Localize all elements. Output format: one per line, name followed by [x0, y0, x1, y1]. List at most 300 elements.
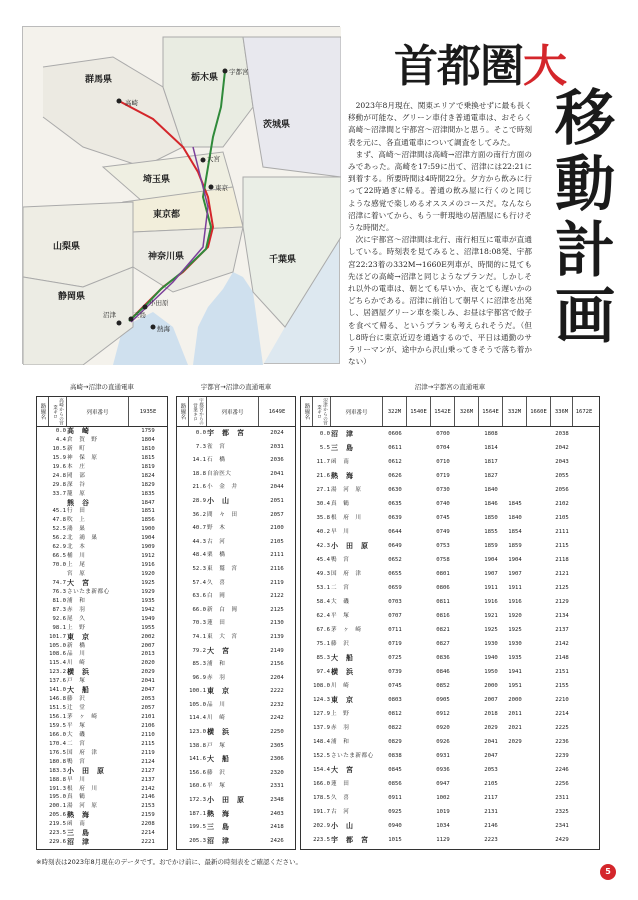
station-cell: 鴻 巣	[67, 526, 86, 533]
line-cell	[37, 445, 49, 454]
km-cell: 223.5	[49, 830, 66, 837]
station-cell: 野 木	[207, 525, 226, 532]
time-cell	[407, 511, 431, 525]
table-row	[37, 445, 167, 454]
line-cell	[37, 749, 49, 758]
station-cell: 早 川	[331, 529, 350, 535]
line-cell	[37, 481, 49, 490]
time-cell	[527, 609, 551, 623]
km-cell: 96.9	[192, 674, 206, 681]
time-cell	[407, 497, 431, 511]
station-cell: 宇 都 宮	[331, 836, 369, 844]
time-cell	[503, 791, 527, 805]
line-cell	[177, 563, 189, 577]
line-cell	[37, 811, 49, 820]
time-cell: 1925	[141, 579, 155, 586]
line-cell	[37, 731, 49, 740]
station-cell: 新 町	[67, 445, 86, 452]
time-cell: 2305	[270, 742, 284, 749]
km-cell: 105.0	[49, 642, 66, 649]
time-cell	[407, 833, 431, 847]
time-cell: 2029	[141, 669, 155, 676]
line-cell	[37, 704, 49, 713]
line-cell	[301, 735, 313, 749]
table-row	[301, 791, 599, 805]
time-cell: 2306	[270, 756, 284, 763]
time-cell: 0758	[436, 557, 450, 563]
time-cell: 0912	[436, 711, 450, 717]
table-row	[37, 490, 167, 499]
header-line: 路線名	[177, 397, 189, 426]
station-cell: 小 田 原	[207, 796, 245, 805]
station-cell: 小 山	[331, 822, 354, 830]
km-cell: 137.9	[313, 725, 330, 731]
time-cell: 1920	[508, 613, 522, 619]
table-row	[37, 838, 167, 847]
table-row	[37, 677, 167, 686]
route-map	[22, 26, 340, 364]
line-cell	[301, 763, 313, 777]
time-cell	[527, 707, 551, 721]
line-cell	[177, 672, 189, 686]
time-cell: 2100	[270, 525, 284, 532]
time-cell: 0846	[436, 669, 450, 675]
time-cell	[503, 427, 527, 441]
km-cell: 0.0	[55, 428, 66, 434]
time-cell	[407, 609, 431, 623]
time-cell: 2043	[555, 459, 569, 465]
station-cell: 石 橋	[207, 457, 226, 464]
km-cell: 180.8	[49, 758, 66, 765]
table2-title: 宇都宮→沼津の直通電車	[200, 383, 272, 391]
time-cell: 0827	[436, 641, 450, 647]
table-row	[37, 463, 167, 472]
table-row	[301, 777, 599, 791]
header-train-no: 1660E	[527, 397, 551, 426]
km-cell: 170.4	[49, 740, 66, 747]
station-cell: 宇 都 宮	[207, 429, 245, 437]
time-cell: 2418	[270, 824, 284, 831]
station-cell: 横 浜	[331, 668, 354, 676]
line-cell	[301, 525, 313, 539]
header-train-no: 332M	[503, 397, 527, 426]
time-cell: 2115	[141, 740, 155, 747]
line-cell	[37, 793, 49, 802]
time-cell: 2221	[141, 839, 155, 846]
table-row	[37, 588, 167, 597]
station-cell: 倉 賀 野	[67, 436, 98, 443]
time-cell: 2047	[484, 753, 498, 759]
line-cell	[177, 740, 189, 754]
time-cell	[407, 441, 431, 455]
time-cell: 2105	[484, 781, 498, 787]
line-cell	[37, 472, 49, 481]
time-cell	[527, 469, 551, 483]
km-cell: 15.9	[52, 454, 66, 461]
station-cell: 吹 上	[67, 517, 86, 524]
station-cell: 国 府 津	[331, 571, 362, 577]
time-cell: 1920	[141, 571, 155, 577]
km-cell: 160.6	[189, 783, 206, 790]
line-cell	[177, 835, 189, 849]
km-cell: 0.0	[319, 431, 330, 437]
time-cell: 1916	[484, 599, 498, 605]
time-cell: 2134	[555, 613, 569, 619]
title-char: 移	[555, 84, 615, 154]
km-cell: 178.5	[313, 795, 330, 801]
station-cell: 熱 海	[207, 809, 230, 818]
km-cell: 45.1	[52, 508, 66, 515]
time-cell: 1859	[484, 543, 498, 549]
map-label-saitama: 埼玉県	[143, 175, 171, 185]
line-cell	[37, 686, 49, 695]
station-cell: 赤 羽	[331, 725, 350, 731]
time-cell: 2311	[555, 795, 569, 801]
time-cell: 0606	[388, 431, 402, 437]
time-cell: 2013	[141, 651, 155, 658]
station-cell: 平 塚	[207, 783, 226, 790]
line-cell	[177, 753, 189, 767]
time-cell: 0630	[388, 487, 402, 493]
table-row	[177, 577, 295, 591]
line-cell	[177, 794, 189, 808]
time-cell: 1935	[141, 597, 155, 604]
table-row	[301, 819, 599, 833]
time-cell: 2121	[555, 571, 569, 577]
km-cell: 21.6	[316, 473, 330, 479]
map-label-shizuoka: 静岡県	[58, 292, 86, 302]
table-row	[37, 516, 167, 525]
line-cell	[37, 722, 49, 731]
station-cell: 北 本	[67, 544, 86, 551]
time-cell	[407, 539, 431, 553]
time-cell: 1854	[508, 529, 522, 535]
km-cell: 62.4	[316, 613, 330, 619]
station-cell: 蓮 田	[207, 620, 226, 627]
table-row	[37, 695, 167, 704]
line-cell	[177, 685, 189, 699]
table-row	[37, 436, 167, 445]
station-cell: 間 々 田	[207, 511, 238, 518]
time-cell: 1916	[508, 599, 522, 605]
table-row	[37, 793, 167, 802]
time-cell: 2159	[141, 812, 155, 819]
time-cell	[503, 763, 527, 777]
time-cell: 2225	[555, 725, 569, 731]
line-cell	[301, 539, 313, 553]
station-cell: 熱 海	[331, 472, 354, 480]
time-cell: 2403	[270, 810, 284, 817]
km-cell: 108.0	[313, 683, 330, 689]
line-cell	[37, 606, 49, 615]
time-cell: 2242	[270, 715, 284, 722]
time-cell: 1845	[508, 501, 522, 507]
time-cell: 2007	[484, 697, 498, 703]
time-cell: 2127	[141, 767, 155, 774]
station-cell: 二 宮	[331, 585, 350, 591]
time-cell: 2222	[270, 688, 284, 695]
time-cell: 0829	[388, 739, 402, 745]
station-cell: 品 川	[207, 701, 226, 708]
km-cell: 74.7	[52, 579, 66, 586]
table-row	[301, 427, 599, 441]
km-cell: 45.4	[316, 557, 330, 563]
km-cell: 30.4	[316, 501, 330, 507]
line-cell	[37, 427, 49, 436]
map-label-gunma: 群馬県	[85, 75, 113, 85]
km-cell: 127.9	[313, 711, 330, 717]
time-cell: 0739	[388, 669, 402, 675]
table-row	[301, 553, 599, 567]
table-row	[301, 749, 599, 763]
table-row	[177, 808, 295, 822]
time-cell: 0700	[436, 431, 450, 437]
time-cell: 1955	[141, 624, 155, 631]
time-cell: 0749	[436, 529, 450, 535]
time-cell: 1804	[141, 436, 155, 443]
time-cell: 0936	[436, 767, 450, 773]
km-cell: 92.6	[52, 615, 66, 622]
time-cell: 2056	[555, 487, 569, 493]
time-cell	[455, 679, 479, 693]
time-cell	[455, 581, 479, 595]
station-cell: 岡 部	[67, 472, 86, 479]
time-cell: 2130	[270, 620, 284, 627]
time-cell	[407, 553, 431, 567]
km-cell: 40.2	[316, 529, 330, 535]
line-cell	[37, 659, 49, 668]
line-cell	[177, 481, 189, 495]
page-number: 5	[600, 864, 616, 880]
time-cell: 1911	[484, 585, 498, 591]
time-cell	[407, 665, 431, 679]
time-cell	[407, 721, 431, 735]
line-cell	[37, 740, 49, 749]
time-cell: 2011	[508, 711, 522, 717]
table-row	[37, 427, 167, 436]
table-row	[37, 811, 167, 820]
timetable-utsunomiya-numazu	[176, 396, 296, 850]
time-cell	[455, 665, 479, 679]
station-cell: 湯 河 原	[331, 487, 362, 493]
km-cell: 44.3	[192, 538, 206, 545]
time-cell: 0925	[388, 809, 402, 815]
km-cell: 166.0	[313, 781, 330, 787]
time-cell	[407, 791, 431, 805]
station-cell: 大 船	[331, 654, 354, 662]
time-cell	[455, 511, 479, 525]
table-row	[37, 552, 167, 561]
title-main: 首都圏	[394, 41, 523, 92]
time-cell: 1904	[484, 557, 498, 563]
time-cell: 0652	[388, 557, 402, 563]
station-cell: 久 喜	[207, 579, 226, 586]
line-cell	[301, 791, 313, 805]
time-cell: 2146	[141, 794, 155, 801]
station-cell: 東 京	[67, 632, 90, 641]
time-cell: 2106	[141, 722, 155, 729]
line-cell	[37, 829, 49, 838]
time-cell: 2116	[270, 565, 284, 572]
km-cell: 141.0	[49, 687, 66, 694]
time-cell: 1900	[141, 526, 155, 533]
page-title	[340, 30, 620, 92]
km-cell: 137.6	[49, 678, 66, 685]
km-cell: 10.5	[52, 445, 66, 452]
station-cell: 沼 津	[67, 838, 90, 847]
map-label-kanagawa: 神奈川県	[148, 252, 185, 262]
map-label-tokyo: 東京都	[153, 210, 181, 220]
time-cell: 0801	[436, 571, 450, 577]
table-row	[37, 713, 167, 722]
time-cell	[455, 567, 479, 581]
km-cell: 57.4	[192, 579, 206, 586]
time-cell: 0611	[388, 445, 402, 451]
km-cell: 76.3	[52, 588, 66, 595]
station-cell: 籠 原	[67, 490, 86, 497]
map-label-chiba: 千葉県	[269, 255, 297, 265]
table-row	[301, 833, 599, 847]
time-cell	[527, 483, 551, 497]
time-cell: 0926	[436, 739, 450, 745]
time-cell: 1851	[141, 508, 155, 515]
station-cell: 雀 宮	[207, 443, 226, 450]
station-cell: 三 島	[207, 823, 230, 832]
time-cell: 1759	[141, 428, 155, 434]
table-row	[177, 780, 295, 794]
map-city-mishima: 三島	[133, 311, 146, 319]
station-cell: 沼 津	[207, 836, 230, 845]
time-cell	[407, 679, 431, 693]
station-cell: 自治医大	[207, 470, 232, 477]
line-cell	[177, 522, 189, 536]
table-row	[37, 740, 167, 749]
time-cell	[407, 427, 431, 441]
time-cell	[527, 693, 551, 707]
table-row	[177, 740, 295, 754]
table-row	[177, 658, 295, 672]
km-cell: 176.5	[49, 749, 66, 756]
time-cell: 1835	[141, 490, 155, 497]
map-city-atami: 熱海	[157, 325, 170, 333]
time-cell: 0838	[388, 753, 402, 759]
time-cell: 2137	[555, 627, 569, 633]
km-cell: 191.7	[313, 809, 330, 815]
station-cell: 真 鶴	[67, 794, 86, 801]
station-cell: 大 磯	[67, 731, 86, 738]
table-row	[177, 495, 295, 509]
table-row	[177, 441, 295, 455]
line-cell	[301, 511, 313, 525]
time-cell: 1817	[484, 459, 498, 465]
km-cell: 28.9	[192, 497, 206, 504]
header-km: 高崎からの営業キロ	[49, 397, 67, 426]
time-cell	[455, 609, 479, 623]
time-cell: 0822	[388, 725, 402, 731]
time-cell	[455, 777, 479, 791]
km-cell: 35.8	[316, 515, 330, 521]
time-cell: 2125	[555, 585, 569, 591]
time-cell: 2208	[141, 821, 155, 828]
station-cell: さいたま新都心	[331, 753, 374, 759]
time-cell: 1840	[484, 487, 498, 493]
station-cell: 戸 塚	[207, 742, 226, 749]
time-cell	[527, 763, 551, 777]
line-cell	[177, 658, 189, 672]
time-cell	[503, 805, 527, 819]
line-cell	[301, 595, 313, 609]
km-cell: 5.5	[319, 445, 330, 451]
line-cell	[37, 785, 49, 794]
km-cell: 187.1	[189, 810, 206, 817]
time-cell	[455, 539, 479, 553]
time-cell: 2142	[555, 641, 569, 647]
time-cell: 2000	[484, 683, 498, 689]
table-row	[37, 659, 167, 668]
time-cell: 1940	[484, 655, 498, 661]
km-cell: 138.8	[189, 742, 206, 749]
line-cell	[37, 776, 49, 785]
line-cell	[301, 637, 313, 651]
time-cell: 0655	[388, 571, 402, 577]
line-cell	[301, 749, 313, 763]
station-cell: 赤 羽	[207, 674, 226, 681]
time-cell: 0821	[436, 627, 450, 633]
line-cell	[37, 436, 49, 445]
time-cell	[455, 455, 479, 469]
time-cell: 2000	[508, 697, 522, 703]
time-cell	[527, 679, 551, 693]
km-cell: 47.8	[52, 517, 66, 524]
km-cell: 75.1	[316, 641, 330, 647]
time-cell	[527, 511, 551, 525]
km-cell: 123.0	[189, 729, 206, 736]
km-cell: 87.3	[52, 606, 66, 613]
station-cell: 藤 沢	[207, 769, 226, 776]
line-cell	[301, 567, 313, 581]
table-row	[177, 427, 295, 441]
time-cell: 2057	[141, 705, 155, 712]
station-cell: 湯 河 原	[67, 803, 98, 810]
station-cell: 国 府 津	[67, 749, 98, 756]
line-cell	[301, 665, 313, 679]
time-cell: 1941	[508, 669, 522, 675]
time-cell	[407, 581, 431, 595]
time-cell: 2124	[141, 758, 155, 765]
station-cell: 藤 沢	[331, 641, 350, 647]
line-cell	[301, 721, 313, 735]
line-cell	[37, 677, 49, 686]
table-row	[37, 472, 167, 481]
table-row	[177, 672, 295, 686]
time-cell	[407, 819, 431, 833]
time-cell: 2105	[270, 538, 284, 545]
line-cell	[37, 838, 49, 847]
km-cell: 98.1	[52, 624, 66, 631]
header-line: 路線名	[301, 397, 313, 426]
time-cell: 2204	[270, 674, 284, 681]
time-cell: 1907	[484, 571, 498, 577]
line-cell	[37, 615, 49, 624]
time-cell	[455, 427, 479, 441]
table-row	[177, 821, 295, 835]
line-cell	[37, 463, 49, 472]
line-cell	[301, 805, 313, 819]
time-cell: 2348	[270, 797, 284, 804]
time-cell: 2156	[270, 661, 284, 668]
table-row	[301, 679, 599, 693]
time-cell	[455, 735, 479, 749]
